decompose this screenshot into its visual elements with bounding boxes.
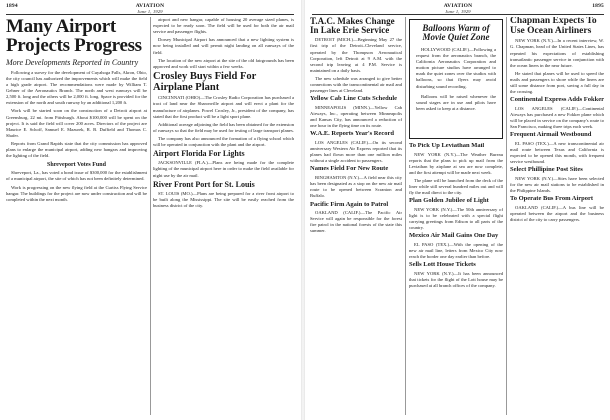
article-headline: Yellow Cab Line Cuts Schedule xyxy=(310,95,398,103)
paragraph: Shreveport, La., has voted a bond issue of $300,000 for the establishment of a municipal airport, the site of which has not been definitely determined. xyxy=(6,170,147,182)
paragraph: DETROIT (MICH.)—Beginning May 27 the first trip of the Detroit–Cleveland service, operated by the Thompson Aeronautical Corporation, left Detroit at 9 A.M. with the second trip leaving at 4 P.M. Service is maintained on a daily basis. xyxy=(310,37,402,73)
paragraph: Work is progressing on the new flying field at the Curtiss Flying Service hangar. The buildings for the project are now under construction and will be completed within the next month. xyxy=(6,184,147,202)
running-title: AVIATION xyxy=(135,3,165,9)
column-divider xyxy=(405,17,406,415)
paragraph: The company has also announced the formation of a flying school which will be operated in conjunction with the plant and the airport. xyxy=(153,135,294,148)
article-headline: Plan Golden Jubilee of Light xyxy=(409,197,489,205)
article-headline: River Front Port for St. Louis xyxy=(153,179,255,189)
column-3 xyxy=(510,17,604,417)
running-date: June 1, 1929 xyxy=(137,9,163,14)
paragraph: JACKSONVILLE (FLA.)—Plans are being made for the complete lighting of the municipal airport here in order to make the field available for night use by the air mail. xyxy=(153,160,294,178)
paragraph: Work will be started soon on the construction of a Detroit airport at Greensburg, 22 mi. from Pittsburgh. About $100,000 will be spent on the project. It is said the field will cover 200 acres. Directors of the project are Maurice E. Schoff, Samuel E. Mazurek, R. B. Duffield and Thomas C. Shafer. xyxy=(6,108,147,138)
article-headline: To Operate Bus From Airport xyxy=(510,195,594,203)
article-deck: More Developments Reported in Country xyxy=(6,57,139,67)
paragraph: CINCINNATI (OHIO)—The Crosley Radio Corporation has purchased a tract of land near the Sharonville airport and will erect a plant for the manufacture of airplanes. Powel Crosley, Jr., president of the company, has stated that the first product will be a light sport plane. xyxy=(153,95,294,119)
article-headline: Many Airport Projects Progress xyxy=(6,17,142,57)
box-headline: Balloons Warm of Movie Quiet Zone xyxy=(422,23,490,43)
article-headline: W.A.E. Reports Year's Record xyxy=(310,130,395,138)
column-1 xyxy=(310,17,402,417)
article-headline: Select Phillipine Post Sites xyxy=(510,166,583,174)
article-headline: Names Field For New Route xyxy=(310,165,389,173)
page-number: 1894 xyxy=(6,3,18,9)
paragraph: Following a survey for the development of Cuyahoga Falls, Akron, Ohio, the city council has authorized the improvements which will make the field a high grade airport. The recommendations were made by William T. Gehner of the Aeronautics Branch. The north and west runways will be 2,500 ft. long and the others will be 2,000 ft. long. Space is provided for the extension of the north and south runway by an additional 1,200 ft. xyxy=(6,69,147,106)
article-headline: Continental Express Adds Fokker xyxy=(510,96,604,104)
paragraph: NEW YORK (N.Y.)—Sites have been selected for the new air mail stations to be established in the Philippine Islands. xyxy=(510,176,604,194)
article-headline: Frequent Airmail Westbound xyxy=(510,131,592,139)
paragraph: EL PASO (TEX.)—With the opening of the new air mail line, letters from Mexico City now reach the border one day earlier than before. xyxy=(409,242,503,260)
paragraph: Balloons will be raised whenever the sound stages are in use and pilots have been asked to keep at a distance. xyxy=(416,94,496,112)
paragraph: NEW YORK (N.Y.)—The 50th anniversary of light is to be celebrated with a special flight carrying greetings from Edison to all parts of the country. xyxy=(409,207,503,231)
page-gutter xyxy=(301,0,305,420)
paragraph: OAKLAND (CALIF.)—A bus line will be operated between the airport and the business district of the city to carry passengers. xyxy=(510,205,604,223)
paragraph: LOS ANGELES (CALIF.)—Continental Airways has purchased a new Fokker plane which will be placed in service on the company's route to San Francisco, making three trips each week. xyxy=(510,105,604,130)
article-headline: Sells Lott House Tickets xyxy=(409,261,476,269)
article-headline: Pacific Firm Again to Patrol xyxy=(310,200,389,208)
paragraph: Reports from Grand Rapids state that the city commission has approved plans to enlarge the municipal airport, adding new hangars and improving the lighting of the field. xyxy=(6,140,147,159)
paragraph: He stated that planes will be used to speed the mails and passengers to shore while the liners are still some distance from port, saving a full day in the crossing. xyxy=(510,70,604,95)
paragraph: LOS ANGELES (CALIF.)—On its second anniversary Western Air Express reported that its planes had flown more than one million miles without a single accident to passengers. xyxy=(310,140,402,164)
header-rule xyxy=(6,14,294,15)
paragraph: The plane will be launched from the deck of the liner while still several hundred miles out and will fly the mail direct to the city. xyxy=(409,178,503,196)
paragraph: Dorsey Municipal Airport has announced that a new lighting system is now being installed and will permit night landing on all runways of the field. xyxy=(153,37,294,55)
running-date: June 1, 1929 xyxy=(445,9,471,14)
paragraph: airport and new hangar, capable of housing 20 average sized planes, is expected to be ready soon. The field will be used for both the air mail service and passenger flights. xyxy=(153,17,294,35)
paragraph: The location of the new airport at the site of the old fairgrounds has been approved and work will start within a few weeks. xyxy=(153,57,294,69)
paragraph: HOLLYWOOD (CALIF.)—Following a request from the aeronautics branch, the California Aeronautics Corporation and motion picture studios have arranged to mark the quiet zones over the studios with balloons, so that flyers may avoid disturbing sound recording. xyxy=(416,46,496,89)
paragraph: NEW YORK (N.Y.)—In a recent interview, W. G. Chapman, head of the United States Lines, has repeated his expectations of establishing transatlantic passenger service in conjunction with the ocean liners in the near future. xyxy=(510,38,604,68)
left-page xyxy=(0,0,300,420)
article-headline: Chapman Expects To Use Ocean Airliners xyxy=(510,17,597,36)
header-rule xyxy=(312,14,604,15)
running-title: AVIATION xyxy=(443,3,473,9)
column-divider xyxy=(150,17,151,415)
paragraph: EL PASO (TEX.)—A new transcontinental air mail route between Texas and California is expected to be opened this month, with frequent service westbound. xyxy=(510,141,604,165)
paragraph: NEW YORK (N.Y.)—It has been announced that tickets for the flight of the Lott house may be purchased at all branch offices of the company. xyxy=(409,271,503,289)
article-headline: Mexico Air Mail Gains One Day xyxy=(409,232,499,240)
column-2 xyxy=(409,143,503,417)
article-headline: Crosley Buys Field For Airplane Plant xyxy=(153,70,257,93)
boxed-article xyxy=(409,19,503,139)
paragraph: OAKLAND (CALIF.)—The Pacific Air Service will again be responsible for the forest fire patrol in the national forests of the state this summer. xyxy=(310,210,402,234)
right-page xyxy=(306,0,610,420)
paragraph: The new schedule was arranged to give better connections with the transcontinental air mail and passenger lines at Cleveland. xyxy=(310,76,402,94)
subhead: Shreveport Votes Fund xyxy=(47,162,106,169)
article-headline: To Pick Up Leviathan Mail xyxy=(409,143,485,149)
paragraph: BINGHAMTON (N.Y.)—A field near this city has been designated as a stop on the new air mail route to be opened between Scranton and Buffalo. xyxy=(310,175,402,199)
column-1 xyxy=(6,17,147,417)
paragraph: Additional acreage adjoining the field has been obtained for the extension of runways so that the field may be used for testing of large transport planes. xyxy=(153,121,294,133)
page-number: 1895 xyxy=(592,3,604,9)
paragraph: ST. LOUIS (MO.)—Plans are being prepared for a river front airport to be built along the Mississippi. The site will be easily reached from the business district of the city. xyxy=(153,190,294,209)
article-headline: Airport Florida For Lights xyxy=(153,149,245,159)
column-2 xyxy=(153,17,294,417)
column-divider xyxy=(506,17,507,415)
article-headline: T.A.C. Makes Change In Lake Erie Service xyxy=(310,17,395,36)
paragraph: NEW YORK (N.Y.)—The Weather Bureau reports that the plans to pick up mail from the Leviathan by airplane at sea are now complete, and the first attempt will be made next week. xyxy=(409,151,503,175)
paragraph: MINNEAPOLIS (MINN.)—Yellow Cab Airways, Inc., operating between Minneapolis and Kansas City, has announced a reduction of one hour in the flying time on its route. xyxy=(310,104,402,129)
